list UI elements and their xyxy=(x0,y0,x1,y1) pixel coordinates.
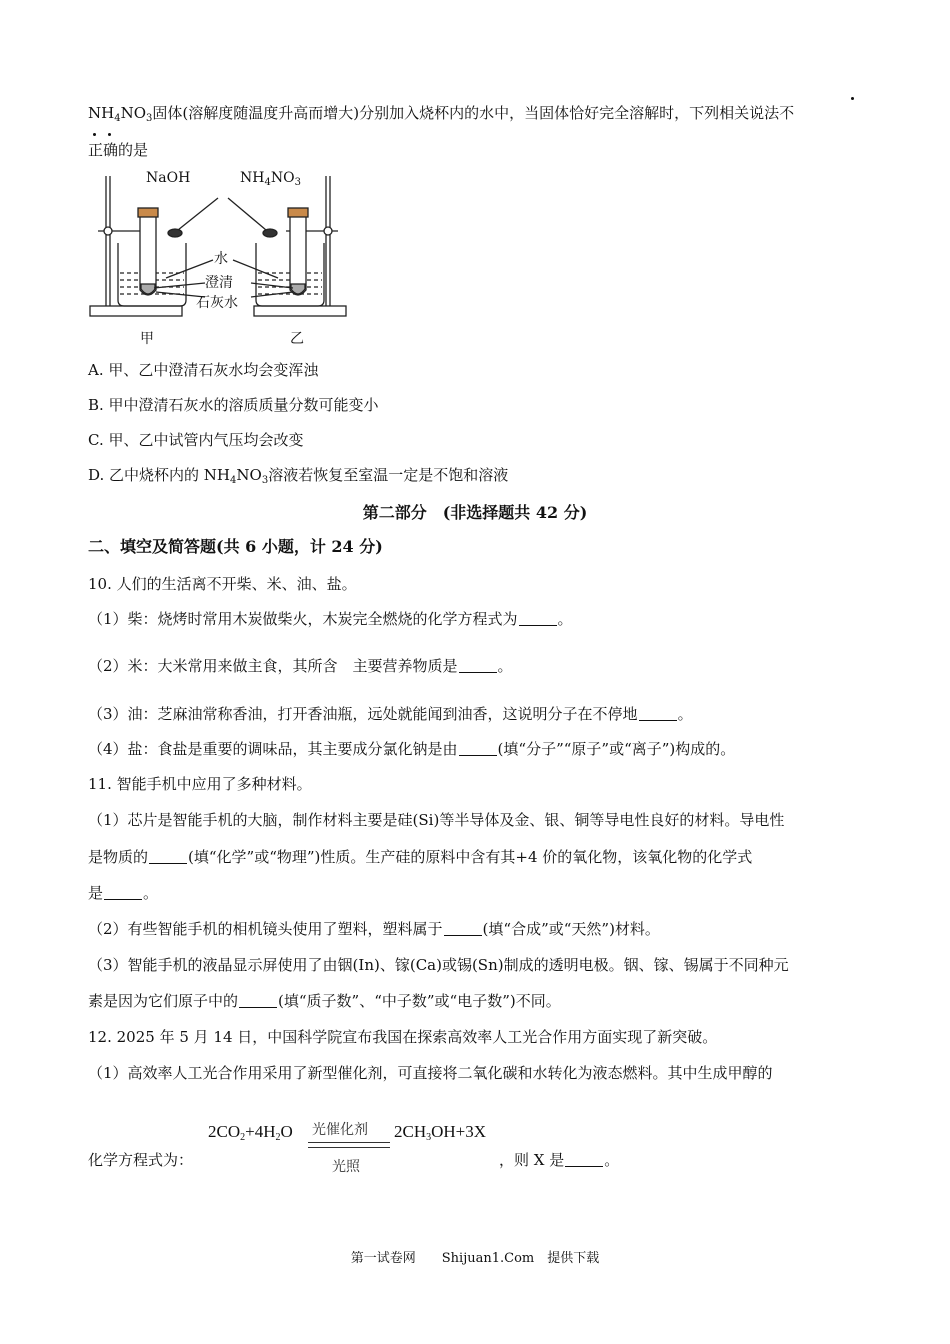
label-right-yi: 乙 xyxy=(290,331,304,347)
answer-blank[interactable] xyxy=(104,885,142,900)
question-10-1: （1）柴：烧烤时常用木炭做柴火，木炭完全燃烧的化学方程式为 。 xyxy=(88,610,573,628)
label-water: 水 xyxy=(214,251,228,267)
question-11-stem: 11. 智能手机中应用了多种材料。 xyxy=(88,775,312,793)
answer-blank[interactable] xyxy=(519,611,557,626)
question-9-stem-line-1: $NH_4NO_3$固体(溶解度随温度升高而增大)分别加入烧杯内的水中，当固体恰好完全溶解时，下列相关说法不 xyxy=(88,104,795,124)
question-11-3-line-1: （3）智能手机的液晶显示屏使用了由铟(In)、镓(Ca)或锡(Sn)制成的透明电极。铟、镓、锡属于不同种元 xyxy=(88,956,789,974)
section-title: 二、填空及简答题(共 6 小题，计 24 分) xyxy=(88,537,383,556)
question-11-2: （2）有些智能手机的相机镜头使用了塑料，塑料属于 (填“合成”或“天然”)材料。 xyxy=(88,920,660,938)
left-spoon xyxy=(178,198,218,230)
label-naoh: NaOH xyxy=(146,170,191,186)
question-11-1-line-3: 是 。 xyxy=(88,884,159,902)
reaction-condition-catalyst: 光催化剂 xyxy=(312,1123,368,1138)
question-9-stem-line-2: 正确的是 xyxy=(88,141,149,159)
answer-blank[interactable] xyxy=(459,658,497,673)
page-footer: 第一试卷网 Shijuan1.Com 提供下载 xyxy=(350,1251,600,1266)
chemical-equation: $2CO_2+4H_2O$ 光催化剂 光照 $2CH_3OH+3X$ xyxy=(208,1122,293,1143)
option-d: D. 乙中烧杯内的 $NH_4NO_3$溶液若恢复至室温一定是不饱和溶液 xyxy=(88,466,509,486)
answer-blank[interactable] xyxy=(639,706,677,721)
option-b: B. 甲中澄清石灰水的溶质质量分数可能变小 xyxy=(88,396,379,414)
left-stopper xyxy=(138,208,158,217)
question-11-3-line-2: 素是因为它们原子中的 (填“质子数”、“中子数”或“电子数”)不同。 xyxy=(88,992,561,1010)
label-nh4no3: $NH_4NO_3$ xyxy=(240,170,301,188)
experiment-figure xyxy=(88,168,348,352)
emphasis-dot xyxy=(108,133,111,136)
label-limewater-2: 石灰水 xyxy=(196,295,238,311)
answer-blank[interactable] xyxy=(149,849,187,864)
right-spoon xyxy=(228,198,266,230)
left-stand-base xyxy=(90,306,182,316)
emphasis-dot xyxy=(851,97,854,100)
question-12-stem: 12. 2025 年 5 月 14 日，中国科学院宣布我国在探索高效率人工光合作用方面实现了新突破。 xyxy=(88,1028,718,1046)
question-10-stem: 10. 人们的生活离不开柴、米、油、盐。 xyxy=(88,575,357,593)
question-12-1-tail: ，则 X 是 。 xyxy=(499,1151,620,1169)
part-title: 第二部分 (非选择题共 42 分) xyxy=(362,503,588,522)
answer-blank[interactable] xyxy=(565,1152,603,1167)
right-stand-base xyxy=(254,306,346,316)
reaction-condition-light: 光照 xyxy=(332,1160,360,1175)
question-12-1-line-1: （1）高效率人工光合作用采用了新型催化剂，可直接将二氧化碳和水转化为液态燃料。其中生成甲醇的 xyxy=(88,1064,773,1082)
label-left-jia: 甲 xyxy=(140,331,154,347)
question-12-1-label: 化学方程式为： xyxy=(88,1151,194,1169)
question-10-4: （4）盐：食盐是重要的调味品，其主要成分氯化钠是由 (填“分子”“原子”或“离子”)构成的。 xyxy=(88,740,736,758)
right-stopper xyxy=(288,208,308,217)
left-test-tube xyxy=(140,216,156,295)
question-11-1-line-2: 是物质的 (填“化学”或“物理”)性质。生产硅的原料中含有其+4 价的氧化物，该氧化物的化学式 xyxy=(88,848,753,866)
label-limewater-1: 澄清 xyxy=(205,275,233,291)
answer-blank[interactable] xyxy=(459,741,497,756)
emphasis-dot xyxy=(93,133,96,136)
option-c: C. 甲、乙中试管内气压均会改变 xyxy=(88,431,304,449)
answer-blank[interactable] xyxy=(239,993,277,1008)
question-10-3: （3）油：芝麻油常称香油，打开香油瓶，远处就能闻到油香，这说明分子在不停地 。 xyxy=(88,705,693,723)
answer-blank[interactable] xyxy=(444,921,482,936)
option-a: A. 甲、乙中澄清石灰水均会变浑浊 xyxy=(88,361,319,379)
right-test-tube xyxy=(290,216,306,295)
reaction-equals-sign xyxy=(308,1142,390,1148)
question-10-2: （2）米：大米常用来做主食，其所含 主要营养物质是 。 xyxy=(88,657,513,675)
question-11-1-line-1: （1）芯片是智能手机的大脑，制作材料主要是硅(Si)等半导体及金、银、铜等导电性良好的材料。导电性 xyxy=(88,811,785,829)
